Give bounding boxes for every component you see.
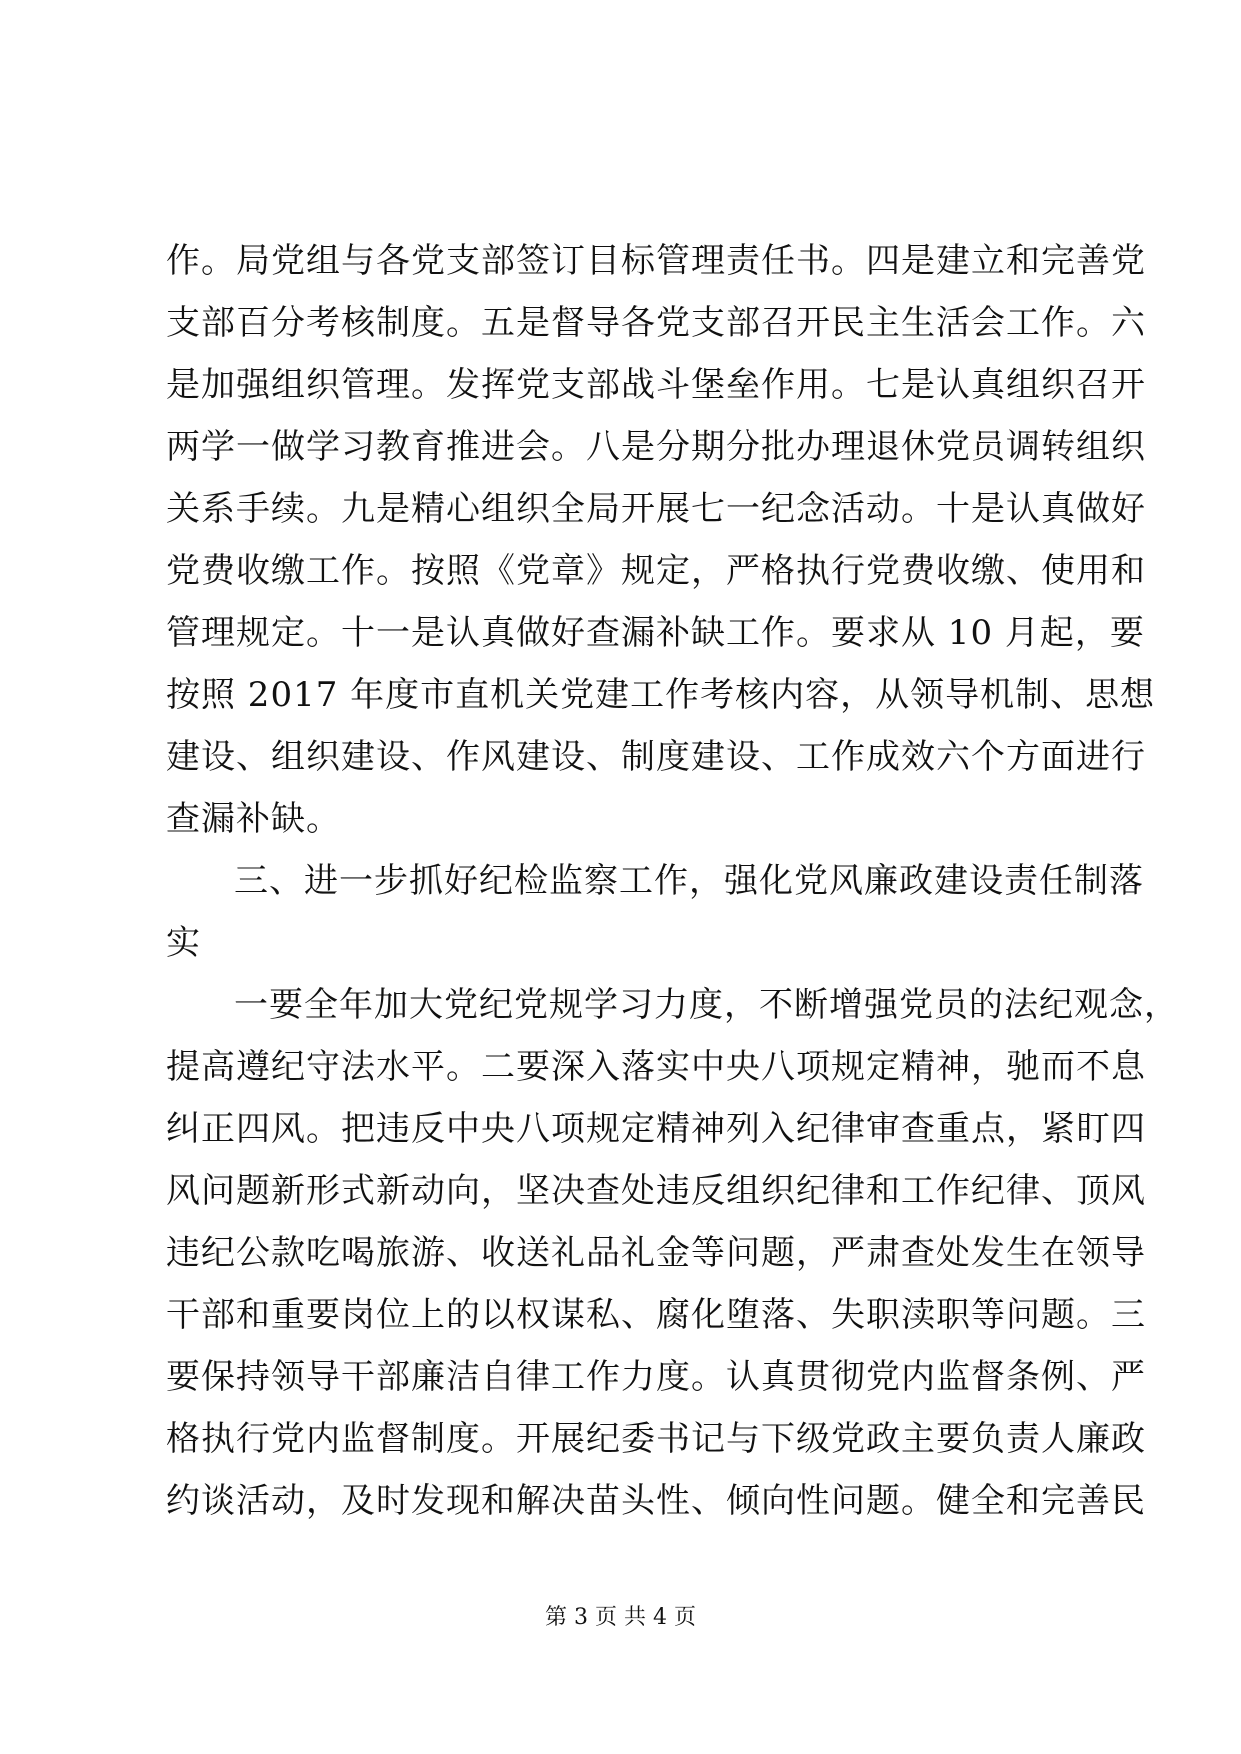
text-line: 关系手续。九是精心组织全局开展七一纪念活动。十是认真做好 [166,489,1146,529]
page-number-footer: 第 3 页 共 4 页 [545,1605,696,1630]
text-line: 作。局党组与各党支部签订目标管理责任书。四是建立和完善党 [166,241,1146,281]
text-line: 是加强组织管理。发挥党支部战斗堡垒作用。七是认真组织召开 [166,365,1146,405]
section-heading-line: 三、进一步抓好纪检监察工作，强化党风廉政建设责任制落 [234,861,1144,901]
text-line: 查漏补缺。 [166,799,341,839]
text-line: 提高遵纪守法水平。二要深入落实中央八项规定精神，驰而不息 [166,1047,1146,1087]
body-text [166,230,1179,1532]
text-line: 约谈活动，及时发现和解决苗头性、倾向性问题。健全和完善民 [166,1481,1146,1521]
text-line: 纠正四风。把违反中央八项规定精神列入纪律审查重点，紧盯四 [166,1109,1146,1149]
text-line: 管理规定。十一是认真做好查漏补缺工作。要求从 10 月起，要 [166,613,1145,653]
text-line: 党费收缴工作。按照《党章》规定，严格执行党费收缴、使用和 [166,551,1146,591]
section-heading-line: 实 [166,923,201,963]
text-line: 风问题新形式新动向，坚决查处违反组织纪律和工作纪律、顶风 [166,1171,1146,1211]
text-line: 支部百分考核制度。五是督导各党支部召开民主生活会工作。六 [166,303,1146,343]
text-line: 要保持领导干部廉洁自律工作力度。认真贯彻党内监督条例、严 [166,1357,1146,1397]
text-line: 两学一做学习教育推进会。八是分期分批办理退休党员调转组织 [166,427,1146,467]
text-line: 干部和重要岗位上的以权谋私、腐化堕落、失职渎职等问题。三 [166,1295,1146,1335]
text-line: 建设、组织建设、作风建设、制度建设、工作成效六个方面进行 [166,737,1146,777]
text-line: 一要全年加大党纪党规学习力度，不断增强党员的法纪观念， [234,985,1179,1025]
text-line: 违纪公款吃喝旅游、收送礼品礼金等问题，严肃查处发生在领导 [166,1233,1146,1273]
text-line: 按照 2017 年度市直机关党建工作考核内容，从领导机制、思想 [166,675,1156,715]
text-line: 格执行党内监督制度。开展纪委书记与下级党政主要负责人廉政 [166,1419,1146,1459]
